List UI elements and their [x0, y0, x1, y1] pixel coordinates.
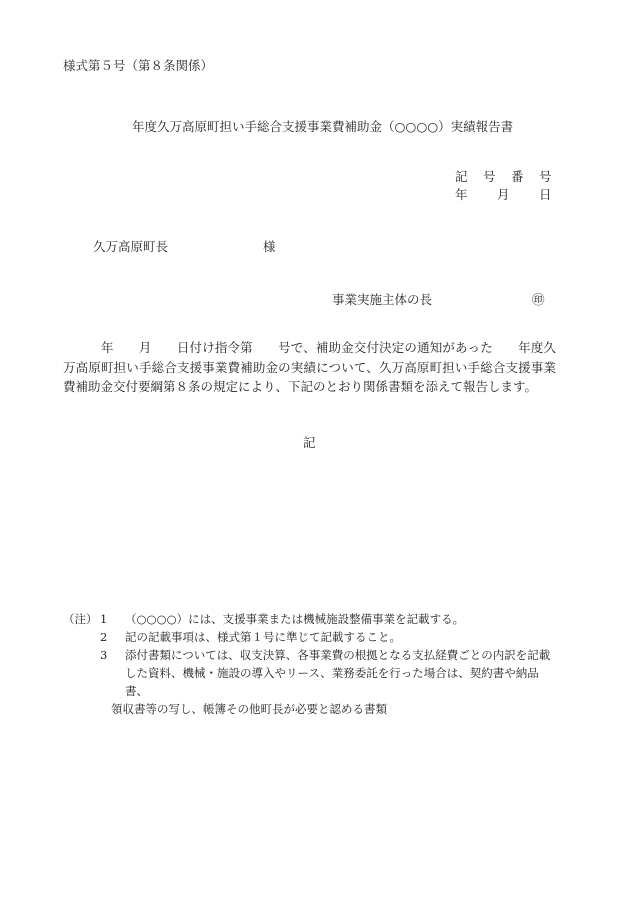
reference-number-char: 号 [539, 169, 552, 184]
date-year-label: 年 [455, 187, 468, 202]
form-number: 様式第５号（第８条関係） [63, 58, 214, 73]
seal-mark: ㊞ [532, 292, 545, 307]
report-body: 年 月 日付け指令第 号で、補助金交付決定の通知があった 年度久万高原町担い手総合支援事業費補助金の実績について、久万高原町担い手総合支援事業費補助金交付要綱第８条の規定により、下記のとおり関係書類を添えて報告します。 [63, 340, 556, 394]
reference-number [455, 167, 552, 185]
note-number: 1 [100, 612, 108, 626]
ki-heading: 記 [303, 435, 316, 450]
note-item [63, 628, 558, 646]
reference-date [455, 185, 552, 203]
reference-number-char: 号 [483, 169, 496, 184]
note-number: 2 [100, 630, 108, 644]
note-number: 3 [100, 648, 108, 662]
addressee-name: 久万高原町長 [93, 239, 169, 254]
date-day-label: 日 [539, 187, 552, 202]
reference-number-char: 記 [455, 169, 468, 184]
notes-prefix: （注） [63, 612, 98, 626]
note-text: （○○○○）には、支援事業または機械施設整備事業を記載する。 [125, 612, 465, 626]
note-text-continued: した資料、機械・施設の導入やリース、業務委託を行った場合は、契約書や納品書、 [125, 666, 539, 698]
document-title: 年度久万高原町担い手総合支援事業費補助金（○○○○）実績報告書 [132, 119, 514, 134]
reference-number-char: 番 [511, 169, 524, 184]
addressee-honorific: 様 [263, 239, 276, 254]
note-text: 記の記載事項は、様式第１号に準じて記載すること。 [125, 630, 401, 644]
sender [332, 290, 545, 308]
note-text: 添付書類については、収支決算、各事業費の根拠となる支払経費ごとの内訳を記載 [125, 648, 551, 662]
sender-label: 事業実施主体の長 [332, 292, 433, 307]
note-item [63, 610, 558, 628]
note-item [63, 646, 558, 718]
date-month-label: 月 [497, 187, 510, 202]
addressee [93, 237, 276, 255]
notes-section [63, 610, 558, 718]
note-text-continued: 領収書等の写し、帳簿その他町長が必要と認める書類 [111, 702, 387, 716]
